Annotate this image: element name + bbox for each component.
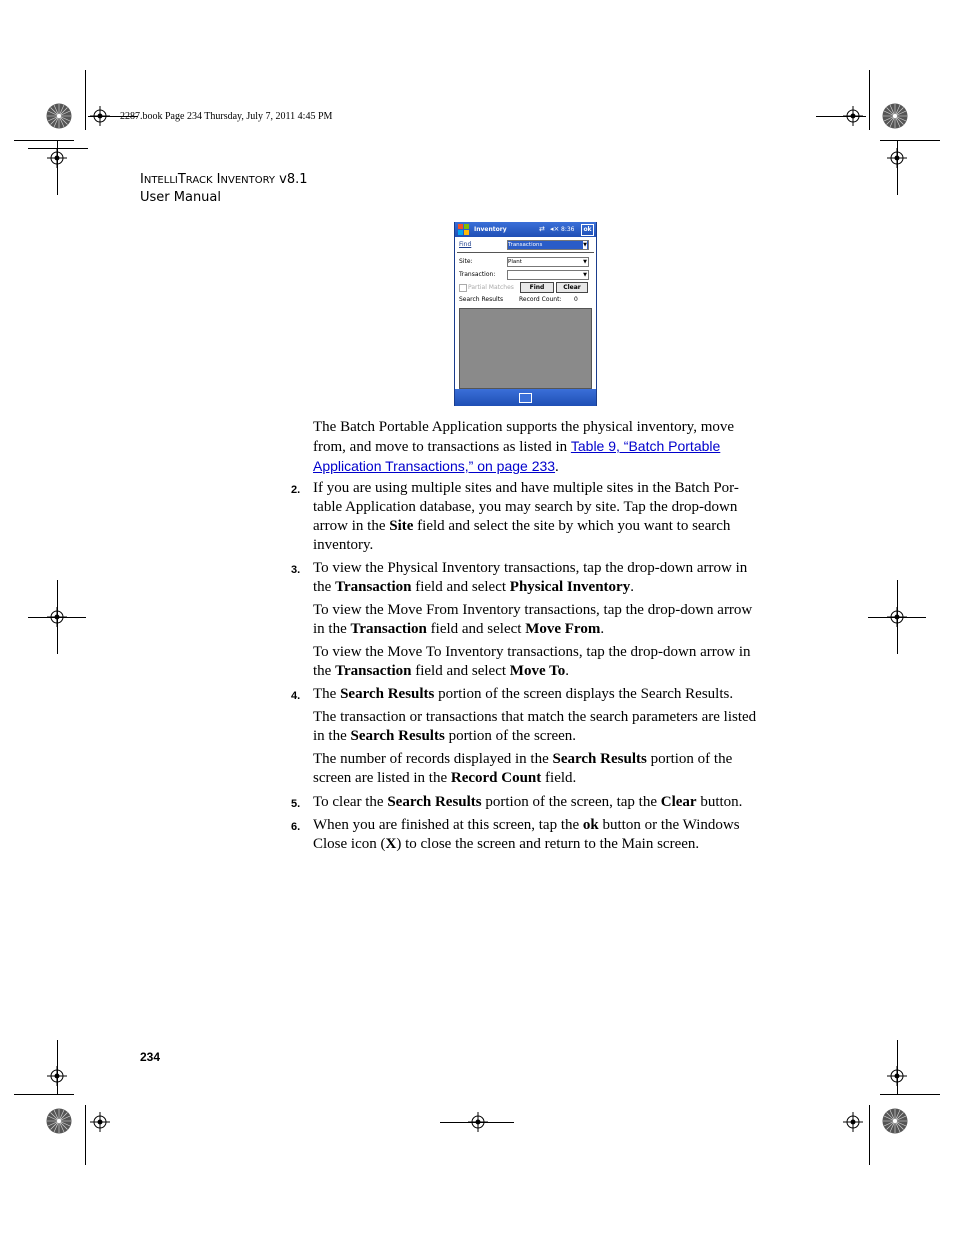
step-4-results xyxy=(313,708,763,746)
step-number: 4. xyxy=(291,690,301,702)
device-partial-checkbox[interactable] xyxy=(459,284,467,292)
find-select-value: Transactions xyxy=(508,242,543,248)
step-bold: Search Results xyxy=(552,751,647,767)
sync-icon: ⇄ xyxy=(539,225,545,233)
step-text: To view the Move From Inventory transactions, tap the drop-down arrow in the xyxy=(313,602,753,637)
device-ok-button[interactable]: ok xyxy=(581,224,594,236)
step-text: button or the Windows Close icon ( xyxy=(313,817,740,852)
step-bold: Transaction xyxy=(335,663,412,679)
page-number: 234 xyxy=(140,1050,161,1064)
step-text: The transaction or transactions that match the search parameters are listed in the xyxy=(313,709,757,744)
step-text: field and select the site by which you want to search inventory. xyxy=(313,518,731,553)
step-text: field. xyxy=(541,770,577,786)
device-record-count-label: Record Count: xyxy=(519,296,562,303)
step-bold: Transaction xyxy=(335,579,412,595)
step-5 xyxy=(313,793,763,812)
device-transaction-select[interactable] xyxy=(507,270,589,280)
step-text: To view the Move To Inventory transactions, tap the drop-down arrow in the xyxy=(313,644,751,679)
step-text: The xyxy=(313,686,341,702)
device-clear-button[interactable]: Clear xyxy=(556,282,588,293)
crop-mark xyxy=(897,1040,898,1095)
device-app-title: Inventory xyxy=(474,226,507,233)
device-transaction-label: Transaction: xyxy=(459,271,496,278)
crop-mark xyxy=(897,140,898,195)
device-results-label: Search Results xyxy=(459,296,504,303)
running-subtitle: User Manual xyxy=(140,190,222,205)
chevron-down-icon: ▼ xyxy=(583,272,587,278)
device-title-bar xyxy=(455,222,596,237)
step-text: To view the Physical Inventory transactions, tap the drop-down arrow in the xyxy=(313,560,748,595)
step-text: The number of records displayed in the xyxy=(313,751,553,767)
crop-mark xyxy=(440,1122,514,1123)
crop-mark xyxy=(880,1094,940,1095)
table-9-link[interactable]: Table 9, “Batch Portable Application Transactions,” on page 233 xyxy=(313,438,721,474)
step-number: 6. xyxy=(291,821,301,833)
device-find-select[interactable] xyxy=(507,240,589,250)
crop-mark xyxy=(816,116,866,117)
step-text: . xyxy=(565,663,569,679)
registration-mark-icon xyxy=(90,1112,110,1132)
step-text: portion of the screen are listed in the xyxy=(313,751,733,786)
title-part: I xyxy=(212,172,221,187)
crop-mark xyxy=(14,1094,74,1095)
step-text: field and select xyxy=(411,663,510,679)
crop-mark xyxy=(85,1105,86,1165)
step-text: portion of the screen, tap the xyxy=(481,794,661,810)
step-bold: Physical Inventory xyxy=(509,579,631,595)
device-bottom-bar xyxy=(455,389,596,406)
device-site-label: Site: xyxy=(459,258,473,265)
site-select-value: Plant xyxy=(508,259,522,265)
device-find-menu[interactable]: Find xyxy=(459,241,472,248)
step-text: ) to close the screen and return to the Main screen. xyxy=(396,836,700,852)
step-bold: Clear xyxy=(660,794,697,810)
step-text: . xyxy=(630,579,634,595)
running-title xyxy=(140,171,308,189)
step-text: portion of the screen. xyxy=(444,728,577,744)
step-number: 5. xyxy=(291,798,301,810)
step-text: . xyxy=(600,621,605,637)
crop-mark xyxy=(868,617,926,618)
crop-mark xyxy=(14,140,74,141)
title-part: NTELLI xyxy=(143,175,178,186)
step-text: field and select xyxy=(411,579,510,595)
step-text: field and select xyxy=(426,621,526,637)
chevron-down-icon: ▼ xyxy=(583,242,587,248)
title-part: v8.1 xyxy=(275,172,308,187)
crop-mark xyxy=(869,1105,870,1165)
step-number: 2. xyxy=(291,484,301,496)
step-bold: Transaction xyxy=(350,621,427,637)
step-text: button. xyxy=(696,794,743,810)
step-4-count xyxy=(313,750,763,788)
step-text: When you are finished at this screen, tap the xyxy=(313,817,583,833)
title-part: T xyxy=(177,172,186,187)
crop-mark xyxy=(85,70,86,130)
device-partial-label: Partial Matches xyxy=(468,284,514,291)
title-part: I xyxy=(140,172,144,187)
print-header: 2287.book Page 234 Thursday, July 7, 2011 4:45 PM xyxy=(120,111,333,122)
step-3 xyxy=(313,559,763,597)
step-bold: X xyxy=(385,836,397,852)
intro-end: . xyxy=(555,459,559,475)
step-bold: Search Results xyxy=(387,794,482,810)
step-bold: Site xyxy=(389,518,414,534)
sunburst-mark-icon xyxy=(46,1108,72,1134)
title-part: NVENTORY xyxy=(220,175,276,186)
sunburst-mark-icon xyxy=(882,103,908,129)
intro-paragraph xyxy=(313,418,763,477)
crop-mark xyxy=(28,148,88,149)
registration-mark-icon xyxy=(843,1112,863,1132)
step-3-move-to xyxy=(313,643,763,681)
step-text: If you are using multiple sites and have multiple sites in the Batch Por-table Application database, you may search by site. Tap the drop-down arrow in the xyxy=(313,480,739,534)
crop-mark xyxy=(28,617,86,618)
device-record-count-value: 0 xyxy=(574,296,578,303)
step-bold: Search Results xyxy=(350,728,445,744)
step-3-move-from xyxy=(313,601,763,639)
title-part: RACK xyxy=(185,175,213,186)
step-text: portion of the screen displays the Search Results. xyxy=(434,686,734,702)
device-results-list[interactable] xyxy=(459,308,592,389)
chevron-down-icon: ▼ xyxy=(583,259,587,265)
device-find-button[interactable]: Find xyxy=(520,282,554,293)
step-bold: Record Count xyxy=(450,770,542,786)
step-bold: ok xyxy=(582,817,599,833)
volume-icon: ◂× xyxy=(550,225,560,233)
device-screenshot xyxy=(454,222,597,406)
step-bold: Move From xyxy=(525,621,601,637)
sunburst-mark-icon xyxy=(46,103,72,129)
crop-mark xyxy=(880,140,940,141)
divider xyxy=(457,252,594,253)
device-clock: 8:36 xyxy=(561,226,575,233)
step-2 xyxy=(313,479,763,555)
step-6 xyxy=(313,816,763,854)
step-4 xyxy=(313,685,763,704)
crop-mark xyxy=(57,1040,58,1095)
step-bold: Search Results xyxy=(340,686,435,702)
step-text: To clear the xyxy=(313,794,388,810)
sunburst-mark-icon xyxy=(882,1108,908,1134)
intro-text: The Batch Portable Application supports the physical inventory, move from, and move to transactions as listed in xyxy=(313,419,735,455)
step-number: 3. xyxy=(291,564,301,576)
windows-start-icon xyxy=(458,224,469,235)
device-site-select[interactable] xyxy=(507,257,589,267)
step-bold: Move To xyxy=(509,663,566,679)
running-head xyxy=(140,171,308,206)
crop-mark xyxy=(869,70,870,130)
keyboard-icon[interactable] xyxy=(519,393,532,403)
